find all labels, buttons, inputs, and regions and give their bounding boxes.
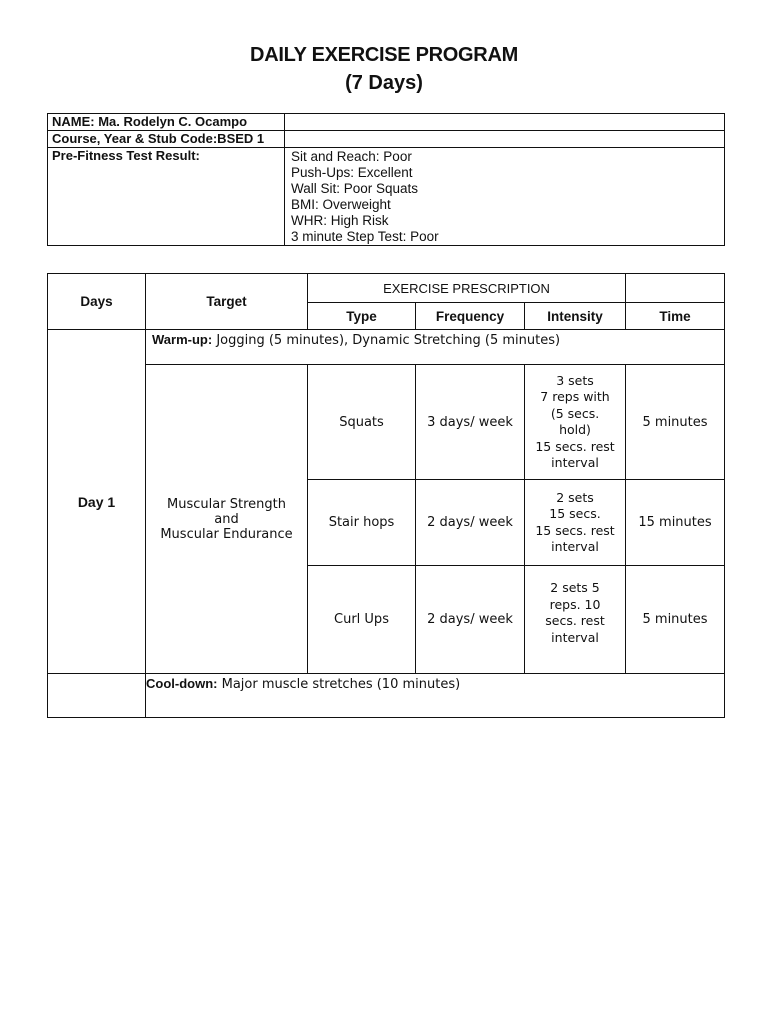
intensity-line: 2 sets 5: [550, 580, 600, 595]
type-cell: Stair hops: [308, 480, 416, 566]
target-line: and: [214, 511, 239, 527]
intensity-line: interval: [551, 455, 599, 470]
cooldown-label: Cool-down:: [146, 676, 218, 691]
header-target: Target: [146, 274, 308, 330]
name-cell: NAME: Ma. Rodelyn C. Ocampo: [48, 114, 285, 131]
frequency-cell: 2 days/ week: [416, 566, 525, 674]
cooldown-row: [146, 674, 725, 718]
intensity-cell: [525, 365, 626, 480]
intensity-line: hold): [559, 422, 591, 437]
course-value-cell: [285, 131, 725, 148]
cooldown-day-cell: [48, 674, 146, 718]
student-info-table: [47, 113, 725, 246]
intensity-line: 7 reps with: [540, 389, 610, 404]
target-cell: [146, 365, 308, 674]
time-cell: 5 minutes: [626, 566, 725, 674]
frequency-cell: 2 days/ week: [416, 480, 525, 566]
intensity-line: 15 secs. rest: [535, 438, 615, 454]
result-item: Push-Ups: Excellent: [291, 165, 413, 180]
day-cell: Day 1: [48, 330, 146, 674]
intensity-line: (5 secs.: [550, 405, 600, 421]
intensity-line: 2 sets: [556, 489, 594, 505]
page-title: DAILY EXERCISE PROGRAM: [250, 44, 518, 66]
result-item: BMI: Overweight: [291, 197, 391, 212]
warmup-row: [146, 330, 725, 365]
intensity-line: 15 secs.: [549, 506, 601, 521]
prefitness-results: [285, 148, 725, 246]
course-cell: Course, Year & Stub Code:BSED 1: [48, 131, 285, 148]
intensity-line: interval: [551, 539, 599, 554]
result-item: Wall Sit: Poor Squats: [291, 181, 419, 196]
header-type: Type: [308, 303, 416, 330]
target-line: Muscular Strength: [167, 496, 286, 512]
header-days: Days: [48, 274, 146, 330]
type-cell: Squats: [308, 365, 416, 480]
prefitness-label: Pre-Fitness Test Result:: [48, 148, 285, 246]
result-item: 3 minute Step Test: Poor: [291, 229, 439, 244]
name-value-cell: [285, 114, 725, 131]
cooldown-text: Major muscle stretches (10 minutes): [217, 677, 461, 692]
frequency-cell: 3 days/ week: [416, 365, 525, 480]
intensity-line: interval: [551, 629, 599, 645]
target-line: Muscular Endurance: [160, 526, 293, 542]
header-intensity: Intensity: [525, 303, 626, 330]
intensity-line: 3 sets: [556, 372, 594, 388]
header-time: Time: [626, 303, 725, 330]
page-subtitle: (7 Days): [345, 72, 423, 94]
header-blank: [626, 274, 725, 303]
intensity-line: 15 secs. rest: [535, 522, 615, 538]
intensity-cell: [525, 480, 626, 566]
intensity-line: reps. 10: [549, 596, 601, 612]
exercise-program-table: [47, 273, 725, 718]
type-cell: Curl Ups: [308, 566, 416, 674]
intensity-cell: [525, 566, 626, 674]
header-frequency: Frequency: [416, 303, 525, 330]
result-item: Sit and Reach: Poor: [291, 149, 412, 164]
time-cell: 5 minutes: [626, 365, 725, 480]
time-cell: 15 minutes: [626, 480, 725, 566]
warmup-label: Warm-up:: [152, 332, 213, 347]
result-item: WHR: High Risk: [291, 213, 389, 228]
warmup-text: Jogging (5 minutes), Dynamic Stretching (5 minutes): [212, 333, 561, 348]
header-prescription: EXERCISE PRESCRIPTION: [308, 274, 626, 303]
intensity-line: secs. rest: [545, 613, 605, 628]
